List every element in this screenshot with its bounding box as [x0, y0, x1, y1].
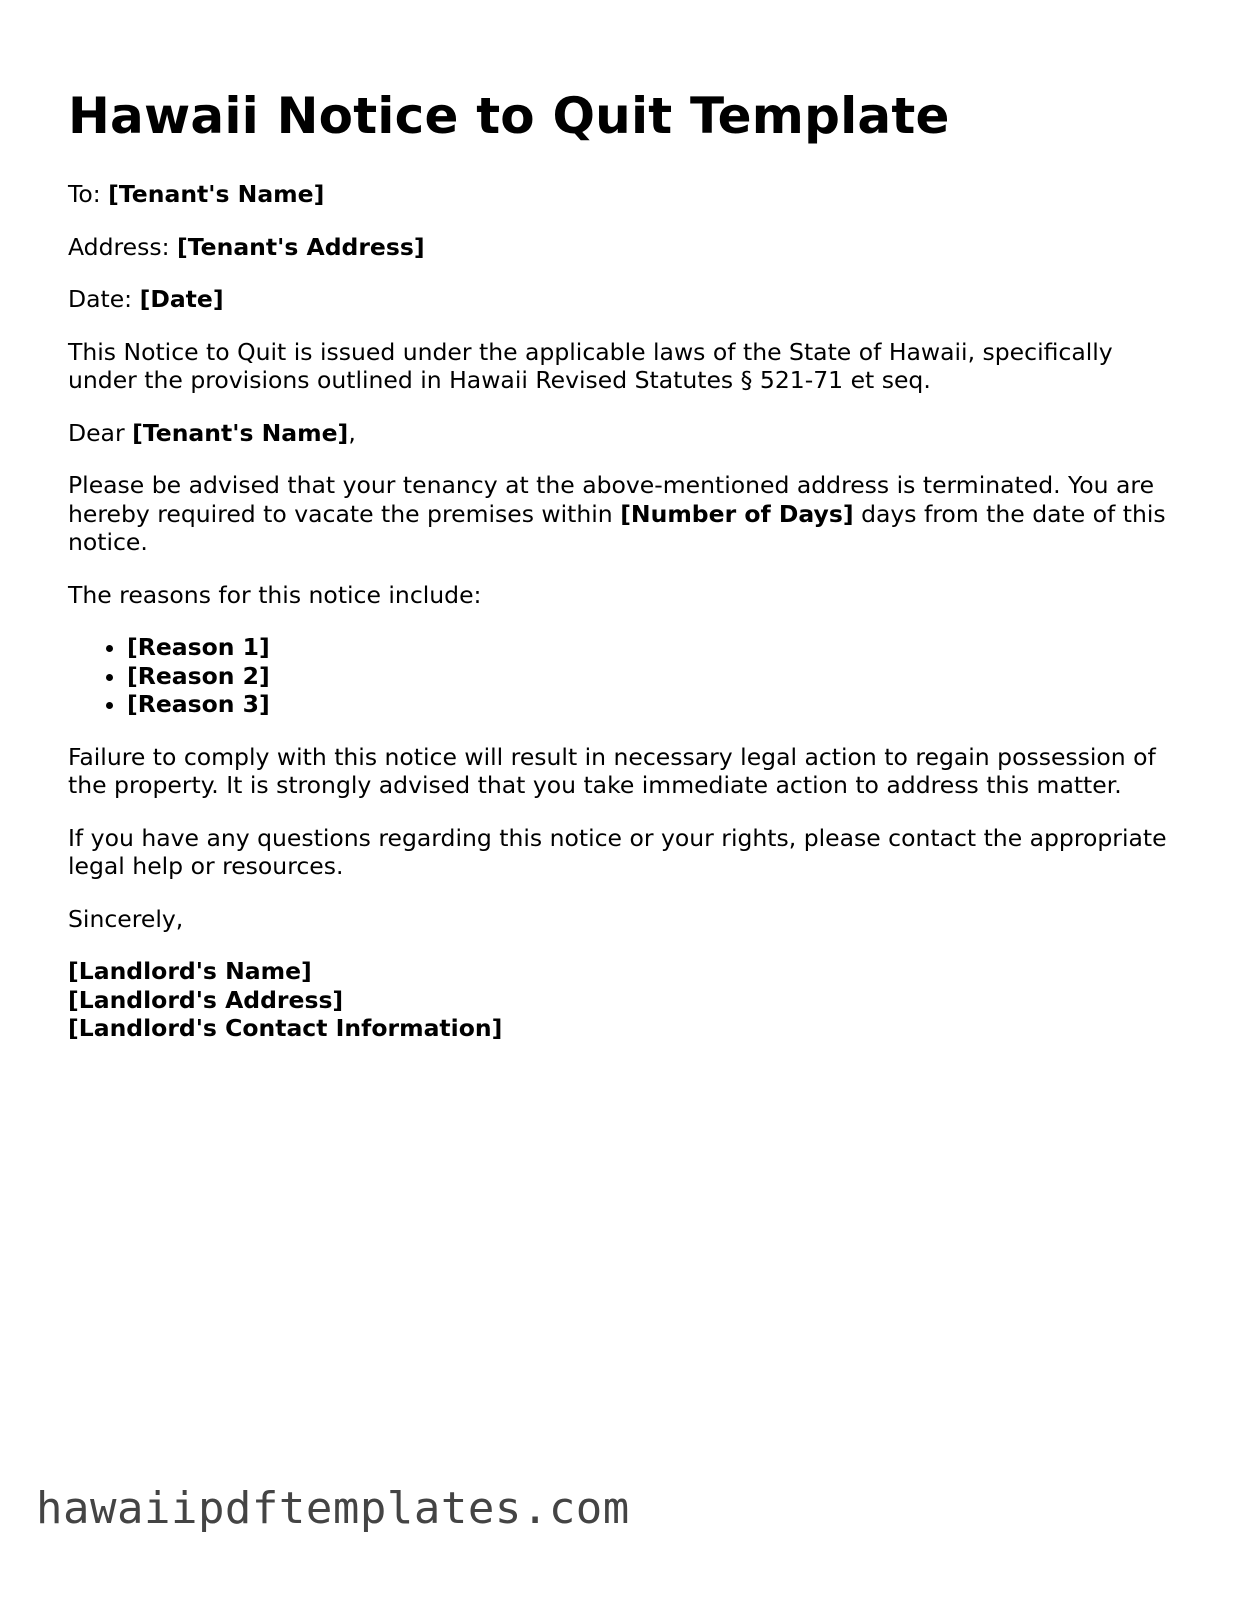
address-line: [68, 233, 1178, 262]
salutation-prefix: Dear: [68, 418, 125, 447]
address-label: Address:: [68, 232, 170, 261]
to-label: To:: [68, 180, 101, 208]
failure-paragraph: Failure to comply with this notice will result in necessary legal action to regain possession of the property. It is strongly advised that you take immediate action to address this matter.: [68, 742, 1156, 799]
intro-paragraph: This Notice to Quit is issued under the applicable laws of the State of Hawaii, specifically under the provisions outlined in Hawaii Revised Statutes § 521-71 et seq.: [68, 337, 1113, 394]
salutation-suffix: ,: [348, 418, 356, 447]
questions-paragraph: If you have any questions regarding this notice or your rights, please contact the appropriate legal help or resources.: [68, 823, 1167, 880]
salutation: [68, 419, 1178, 448]
notice-after: days from the date of this notice.: [68, 499, 1166, 556]
reasons-intro: The reasons for this notice include:: [68, 580, 482, 609]
salutation-name: [Tenant's Name]: [132, 418, 349, 447]
to-line: [68, 180, 1178, 209]
document-page: [68, 86, 1178, 1067]
reasons-list: [68, 633, 1178, 719]
list-item: • [Reason 3]: [127, 690, 1178, 719]
list-item: • [Reason 2]: [127, 662, 1178, 691]
landlord-contact-placeholder: [Landlord's Contact Information]: [68, 1014, 503, 1042]
list-item: • [Reason 1]: [127, 633, 1178, 662]
closing: Sincerely,: [68, 904, 184, 933]
notice-paragraph: [68, 471, 1178, 557]
date-label: Date:: [68, 285, 133, 313]
number-of-days-placeholder: [Number of Days]: [620, 499, 854, 528]
date-placeholder: [Date]: [139, 285, 224, 313]
watermark: hawaiipdftemplates.com: [36, 1483, 630, 1534]
landlord-name-placeholder: [Landlord's Name]: [68, 957, 312, 985]
tenant-name-placeholder: [Tenant's Name]: [108, 180, 325, 208]
page-title: Hawaii Notice to Quit Template: [68, 87, 950, 145]
tenant-address-placeholder: [Tenant's Address]: [177, 232, 425, 261]
date-line: [68, 285, 1178, 314]
notice-before: Please be advised that your tenancy at the above-mentioned address is terminated. You are hereby required to vacate the premises within: [68, 471, 1155, 528]
signature-block: [68, 957, 1178, 1043]
landlord-address-placeholder: [Landlord's Address]: [68, 985, 344, 1014]
